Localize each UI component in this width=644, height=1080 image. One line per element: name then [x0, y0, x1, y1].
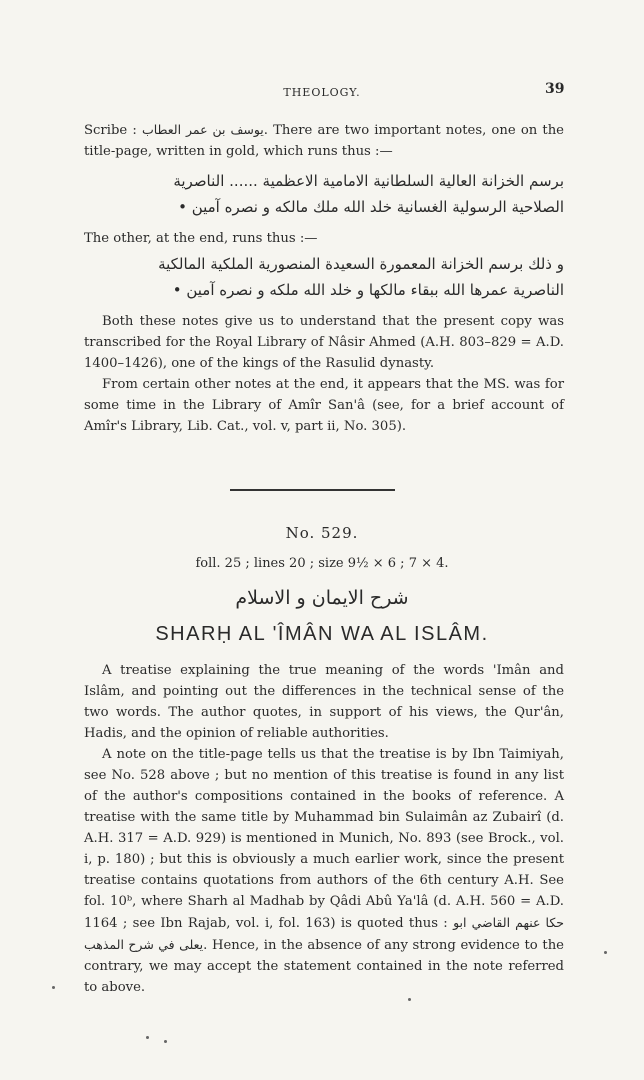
- scribe-text: There are two important notes, one on the title-page, written in gold, which runs thus :—: [84, 123, 564, 159]
- scribe-paragraph: Scribe : يوسف بن عمر العطاب. There are two important notes, one on the title-page, written in gold, which runs thus :—: [84, 122, 564, 159]
- entry-528-continuation: [84, 119, 564, 437]
- scribe-arabic-name: يوسف بن عمر العطاب: [141, 122, 264, 137]
- entry-title: SHARḤ AL 'ÎMÂN WA AL ISLÂM.: [155, 623, 489, 645]
- scribe-label: Scribe :: [84, 123, 137, 138]
- folio-info: foll. 25 ; lines 20 ; size 9½ × 6 ; 7 × 4.: [195, 556, 449, 571]
- quoted-arabic: حكا عنهم القاضي ابو يعلى في شرح المذهب: [84, 915, 564, 952]
- note-1-line-2: الصلاحية الرسولية الغسانية خلد الله ملك مالكه و نصره آمين •: [178, 198, 564, 216]
- other-note-label: The other, at the end, runs thus :—: [84, 231, 318, 246]
- running-title: THEOLOGY.: [283, 86, 361, 99]
- attribution-paragraph: [84, 744, 564, 998]
- section-divider: [230, 489, 395, 491]
- scan-speck: [146, 1036, 149, 1039]
- treatise-description-paragraph: A treatise explaining the true meaning of the words 'Imân and Islâm, and pointing out the differences in the technical sense of the two words. The author quotes, in support of his views, the Qur'ân, Hadis, and the opinion of reliable authorities.: [84, 663, 564, 741]
- note-2-line-1: و ذلك برسم الخزانة المعمورة السعيدة المنصورية الملكية المالكية: [158, 255, 564, 273]
- scan-speck: [604, 951, 607, 954]
- scan-speck: [408, 998, 411, 1001]
- scan-speck: [52, 986, 55, 989]
- notes-explanation-paragraph: Both these notes give us to understand that the present copy was transcribed for the Royal Library of Nâsir Ahmed (A.H. 803–829 = A.D. 1400–1426), one of the kings of the Rasulid dynasty.: [84, 314, 564, 371]
- attribution-text: A note on the title-page tells us that the treatise is by Ibn Taimiyah, see No. 528 above ; but no mention of this treatise is found in any list of the author's compositions contained in the books of reference. A treatise with the same title by Muhammad bin Sulaimân az Zubairî (d. A.H. 317 = A.D. 929) is mentioned in Munich, No. 893 (see Brock., vol. i, p. 180) ; but this is obviously a much earlier work, since the present treatise contains quotations from authors of the 6th century A.H. See fol. 10ᵇ, where Sharh al Madhab by Qâdi Abû Ya'lâ (d. A.H. 560 = A.D. 1164 ; see Ibn Rajab, vol. i, fol. 163) is quoted thus :: [84, 747, 564, 931]
- entry-529-body: [84, 660, 564, 998]
- library-history-paragraph: From certain other notes at the end, it appears that the MS. was for some time in the Library of Amîr San'â (see, for a brief account of Amîr's Library, Lib. Cat., vol. v, part ii, No. 305).: [84, 377, 564, 434]
- scan-speck: [164, 1040, 167, 1043]
- entry-number: No. 529.: [285, 524, 359, 542]
- note-1-line-1: برسم الخزانة العالية السلطانية الامامية الاعظمية ...... الناصرية: [173, 172, 564, 190]
- note-2-line-2: الناصرية عمرها الله ببقاء مالكها و خلد الله ملكه و نصره آمين •: [172, 281, 564, 299]
- attribution-conclusion: . Hence, in the absence of any strong evidence to the contrary, we may accept the statement contained in the note referred to above.: [84, 938, 564, 995]
- arabic-title: شرح الايمان و الاسلام: [235, 587, 409, 609]
- page-number: 39: [545, 81, 565, 97]
